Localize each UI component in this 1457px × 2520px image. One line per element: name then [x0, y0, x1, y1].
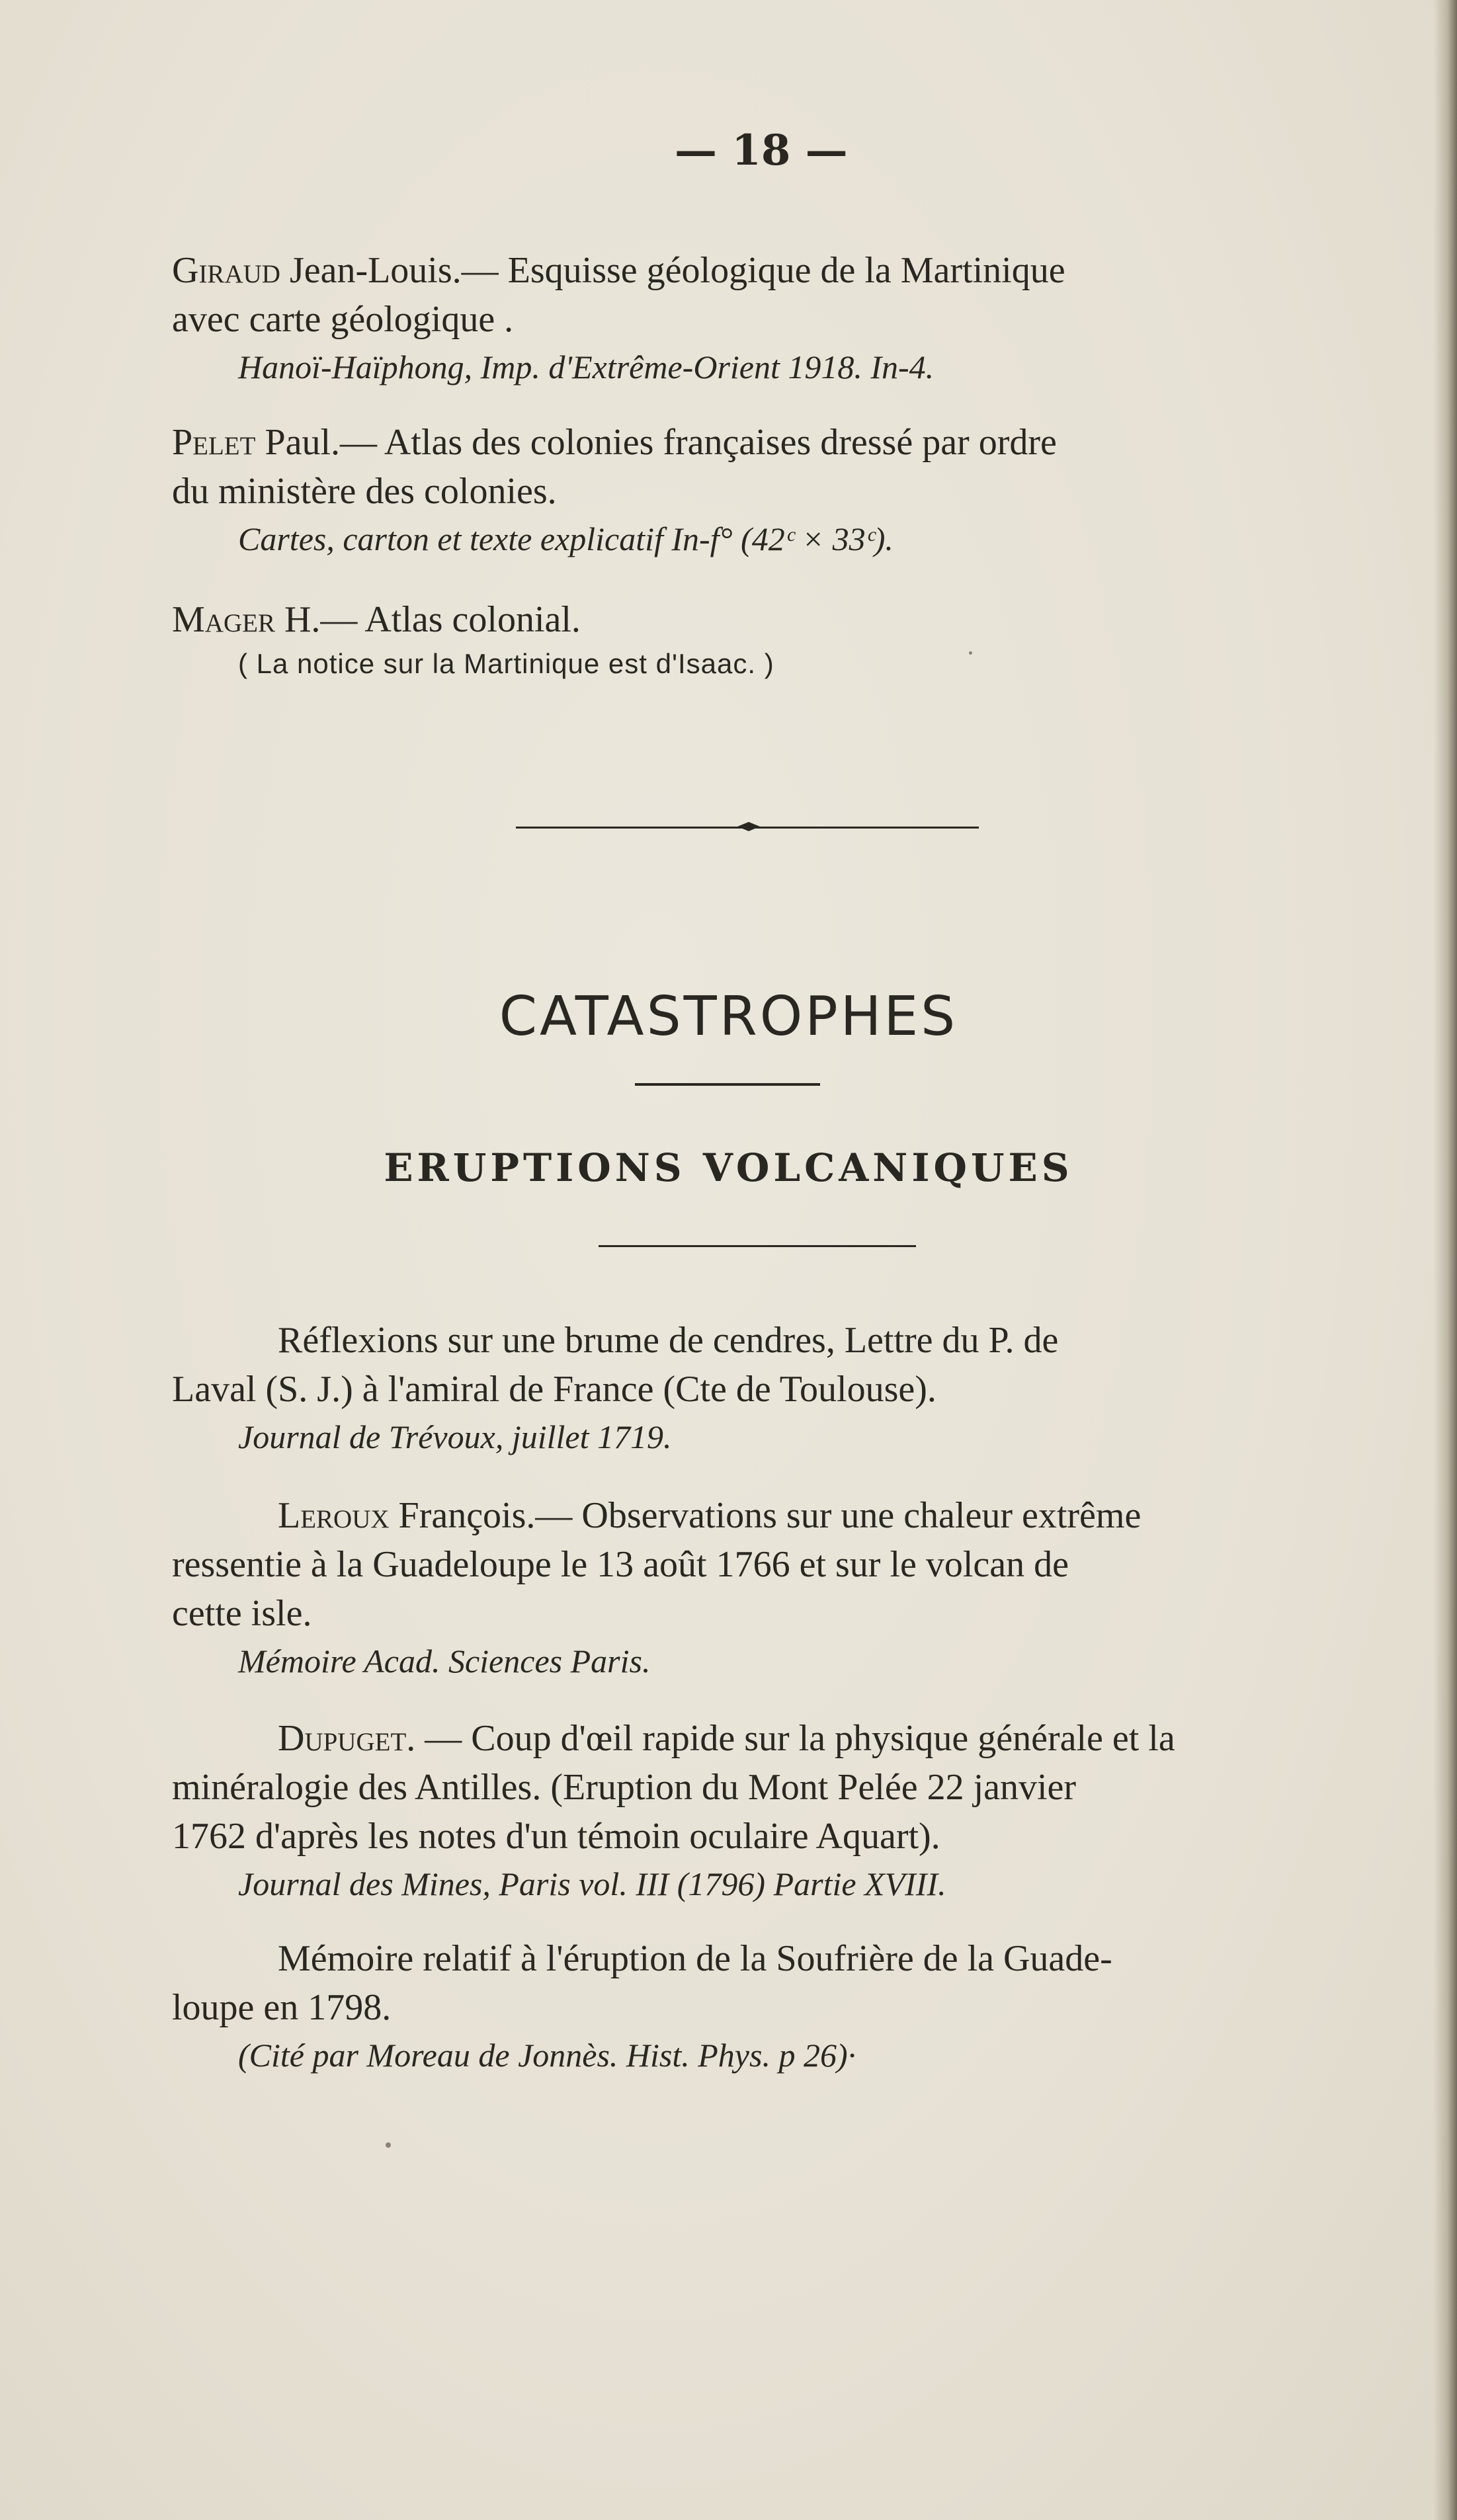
entry-citation: Journal des Mines, Paris vol. III (1796) Partie XVIII.	[238, 1865, 946, 1902]
entry-citation: (Cité par Moreau de Jonnès. Hist. Phys. p 26)·	[238, 2037, 856, 2074]
entry-note: ( La notice sur la Martinique est d'Isaac. )	[238, 648, 774, 679]
subsection-title-underline	[599, 1245, 916, 1247]
bibliography-entry-leroux	[172, 1491, 1323, 1684]
entry-line-2: avec carte géologique .	[172, 299, 514, 340]
entry-line-1: Réflexions sur une brume de cendres, Lettre du P. de	[278, 1320, 1059, 1361]
entry-text: H.— Atlas colonial.	[274, 599, 581, 640]
author-name: Pelet	[172, 422, 256, 463]
entry-text: Jean-Louis.— Esquisse géologique de la Martinique	[280, 250, 1065, 291]
author-name: Mager	[172, 599, 275, 640]
entry-line-1	[172, 246, 1323, 295]
bibliography-entry-soufriere	[172, 1934, 1323, 2078]
author-name: Giraud	[172, 250, 280, 291]
entry-text: François.— Observations sur une chaleur extrême	[389, 1495, 1142, 1536]
bibliography-entry-mager	[172, 595, 1323, 684]
page-number: — 18 —	[675, 126, 848, 175]
section-title: CATASTROPHES	[499, 985, 958, 1048]
entry-line-1	[172, 418, 1323, 467]
bibliography-entry-giraud	[172, 246, 1323, 390]
entry-line-1	[172, 1491, 1323, 1540]
author-name: Leroux	[278, 1495, 390, 1536]
stray-mark	[969, 651, 972, 655]
entry-citation: Hanoï-Haïphong, Imp. d'Extrême-Orient 1918. In-4.	[238, 348, 935, 386]
entry-line-2: minéralogie des Antilles. (Eruption du Mont Pelée 22 janvier	[172, 1767, 1077, 1808]
bibliography-entry-dupuget	[172, 1714, 1323, 1907]
author-name: Dupuget	[278, 1718, 407, 1759]
entry-line-3: 1762 d'après les notes d'un témoin oculaire Aquart).	[172, 1816, 940, 1857]
entry-citation: Mémoire Acad. Sciences Paris.	[238, 1643, 651, 1680]
entry-line-1	[172, 595, 1323, 644]
entry-line-2: ressentie à la Guadeloupe le 13 août 1766 et sur le volcan de	[172, 1544, 1069, 1585]
entry-line-2: du ministère des colonies.	[172, 471, 557, 512]
subsection-title: ERUPTIONS VOLCANIQUES	[384, 1145, 1073, 1190]
separator-ornament	[737, 822, 760, 831]
entry-line-2: loupe en 1798.	[172, 1987, 392, 2028]
entry-line-1: Mémoire relatif à l'éruption de la Soufrière de la Guade-	[278, 1938, 1112, 1979]
stray-mark	[386, 2142, 391, 2148]
bibliography-entry-reflexions	[172, 1316, 1323, 1460]
entry-text: . — Coup d'œil rapide sur la physique générale et la	[406, 1718, 1175, 1759]
entry-line-1	[172, 1714, 1323, 1763]
entry-citation: Cartes, carton et texte explicatif In-f° (42ᶜ × 33ᶜ).	[238, 520, 894, 557]
entry-citation: Journal de Trévoux, juillet 1719.	[238, 1418, 672, 1455]
page-edge-shadow	[1433, 0, 1457, 2520]
section-title-underline	[635, 1083, 820, 1086]
bibliography-entry-pelet	[172, 418, 1323, 562]
entry-text: Paul.— Atlas des colonies françaises dressé par ordre	[255, 422, 1057, 463]
entry-line-3: cette isle.	[172, 1593, 312, 1634]
entry-line-2: Laval (S. J.) à l'amiral de France (Cte de Toulouse).	[172, 1369, 937, 1410]
